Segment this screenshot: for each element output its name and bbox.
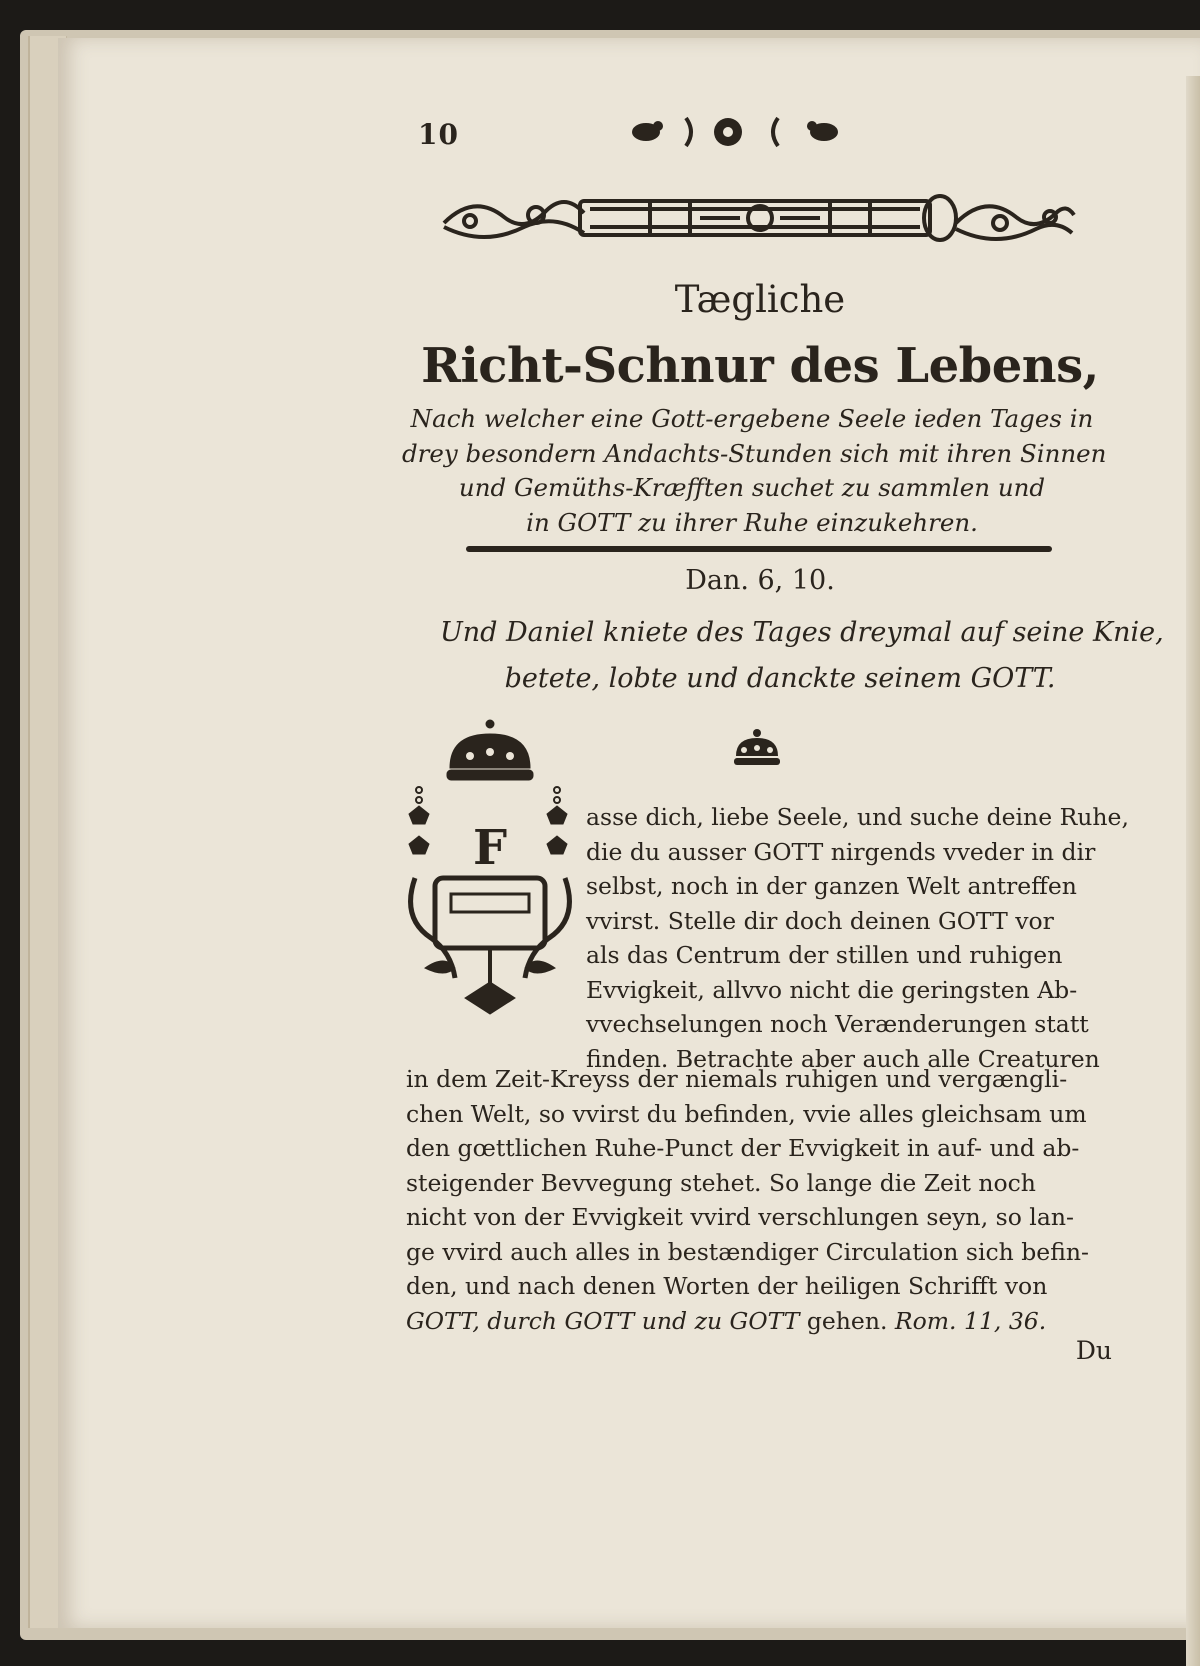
body-line: nicht von der Evvigkeit vvird verschlungen seyn, so lan- — [406, 1203, 1074, 1231]
crown-ornament-icon — [730, 728, 784, 772]
title-line-1: Tægliche — [674, 278, 846, 321]
decorated-initial — [405, 718, 575, 1048]
body-line: Evvigkeit, allvvo nicht die geringsten Ab- — [586, 975, 1078, 1004]
subtitle-line: Nach welcher eine Gott-ergebene Seele ieden Tages in — [410, 404, 1094, 433]
body-text-indented — [586, 800, 1129, 1076]
body-line: selbst, noch in der ganzen Welt antreffen — [586, 872, 1077, 900]
body-line: chen Welt, so vvirst du befinden, vvie alles gleichsam um — [406, 1099, 1087, 1128]
body-line: asse dich, liebe Seele, und suche deine Ruhe, — [586, 803, 1129, 831]
last-line-italic: GOTT, durch GOTT und zu GOTT — [406, 1306, 800, 1335]
body-line: ge vvird auch alles in bestændiger Circulation sich befin- — [406, 1237, 1089, 1266]
catchword: Du — [1075, 1336, 1112, 1365]
subtitle-line: drey besondern Andachts-Stunden sich mit ihren Sinnen — [402, 438, 1107, 468]
title-line-2: Richt-Schnur des Lebens, — [421, 338, 1099, 394]
horizontal-rule — [466, 546, 1052, 552]
gutter-shadow — [1186, 76, 1200, 1666]
subtitle-line: in GOTT zu ihrer Ruhe einzukehren. — [526, 507, 978, 537]
body-last-line — [406, 1304, 1116, 1339]
body-line: den gœttlichen Ruhe-Punct der Evvigkeit in auf- und ab- — [406, 1134, 1080, 1162]
body-line: vvechselungen noch Verænderungen statt — [586, 1010, 1089, 1038]
subtitle — [402, 402, 1107, 540]
decorative-headpiece-icon — [440, 183, 1080, 249]
last-line-reference: Rom. 11, 36. — [894, 1306, 1047, 1335]
body-line: finden. Betrachte aber auch alle Creaturen — [586, 1044, 1100, 1073]
quote-line: Und Daniel kniete des Tages dreymal auf seine Knie, — [440, 617, 1164, 648]
body-line: als das Centrum der stillen und ruhigen — [586, 941, 1063, 969]
subtitle-line: und Gemüths-Kræfften suchet zu sammlen und — [458, 473, 1046, 502]
last-line-regular: gehen. — [799, 1306, 895, 1335]
body-line: in dem Zeit-Kreyss der niemals ruhigen und vergængli- — [406, 1065, 1068, 1093]
typographic-ornament-icon — [628, 112, 868, 152]
initial-letter: F — [472, 820, 508, 876]
scripture-reference: Dan. 6, 10. — [685, 565, 835, 596]
body-line: die du ausser GOTT nirgends vveder in dir — [586, 837, 1096, 866]
body-line: vvirst. Stelle dir doch deinen GOTT vor — [586, 906, 1054, 935]
body-line: steigender Bevvegung stehet. So lange die Zeit noch — [406, 1168, 1036, 1197]
quote-line: betete, lobte und danckte seinem GOTT. — [504, 663, 1056, 694]
body-text-full — [406, 1062, 1116, 1338]
page-number: 10 — [418, 118, 459, 151]
body-line: den, und nach denen Worten der heiligen Schrifft von — [406, 1272, 1048, 1300]
scripture-quote — [440, 610, 1164, 702]
